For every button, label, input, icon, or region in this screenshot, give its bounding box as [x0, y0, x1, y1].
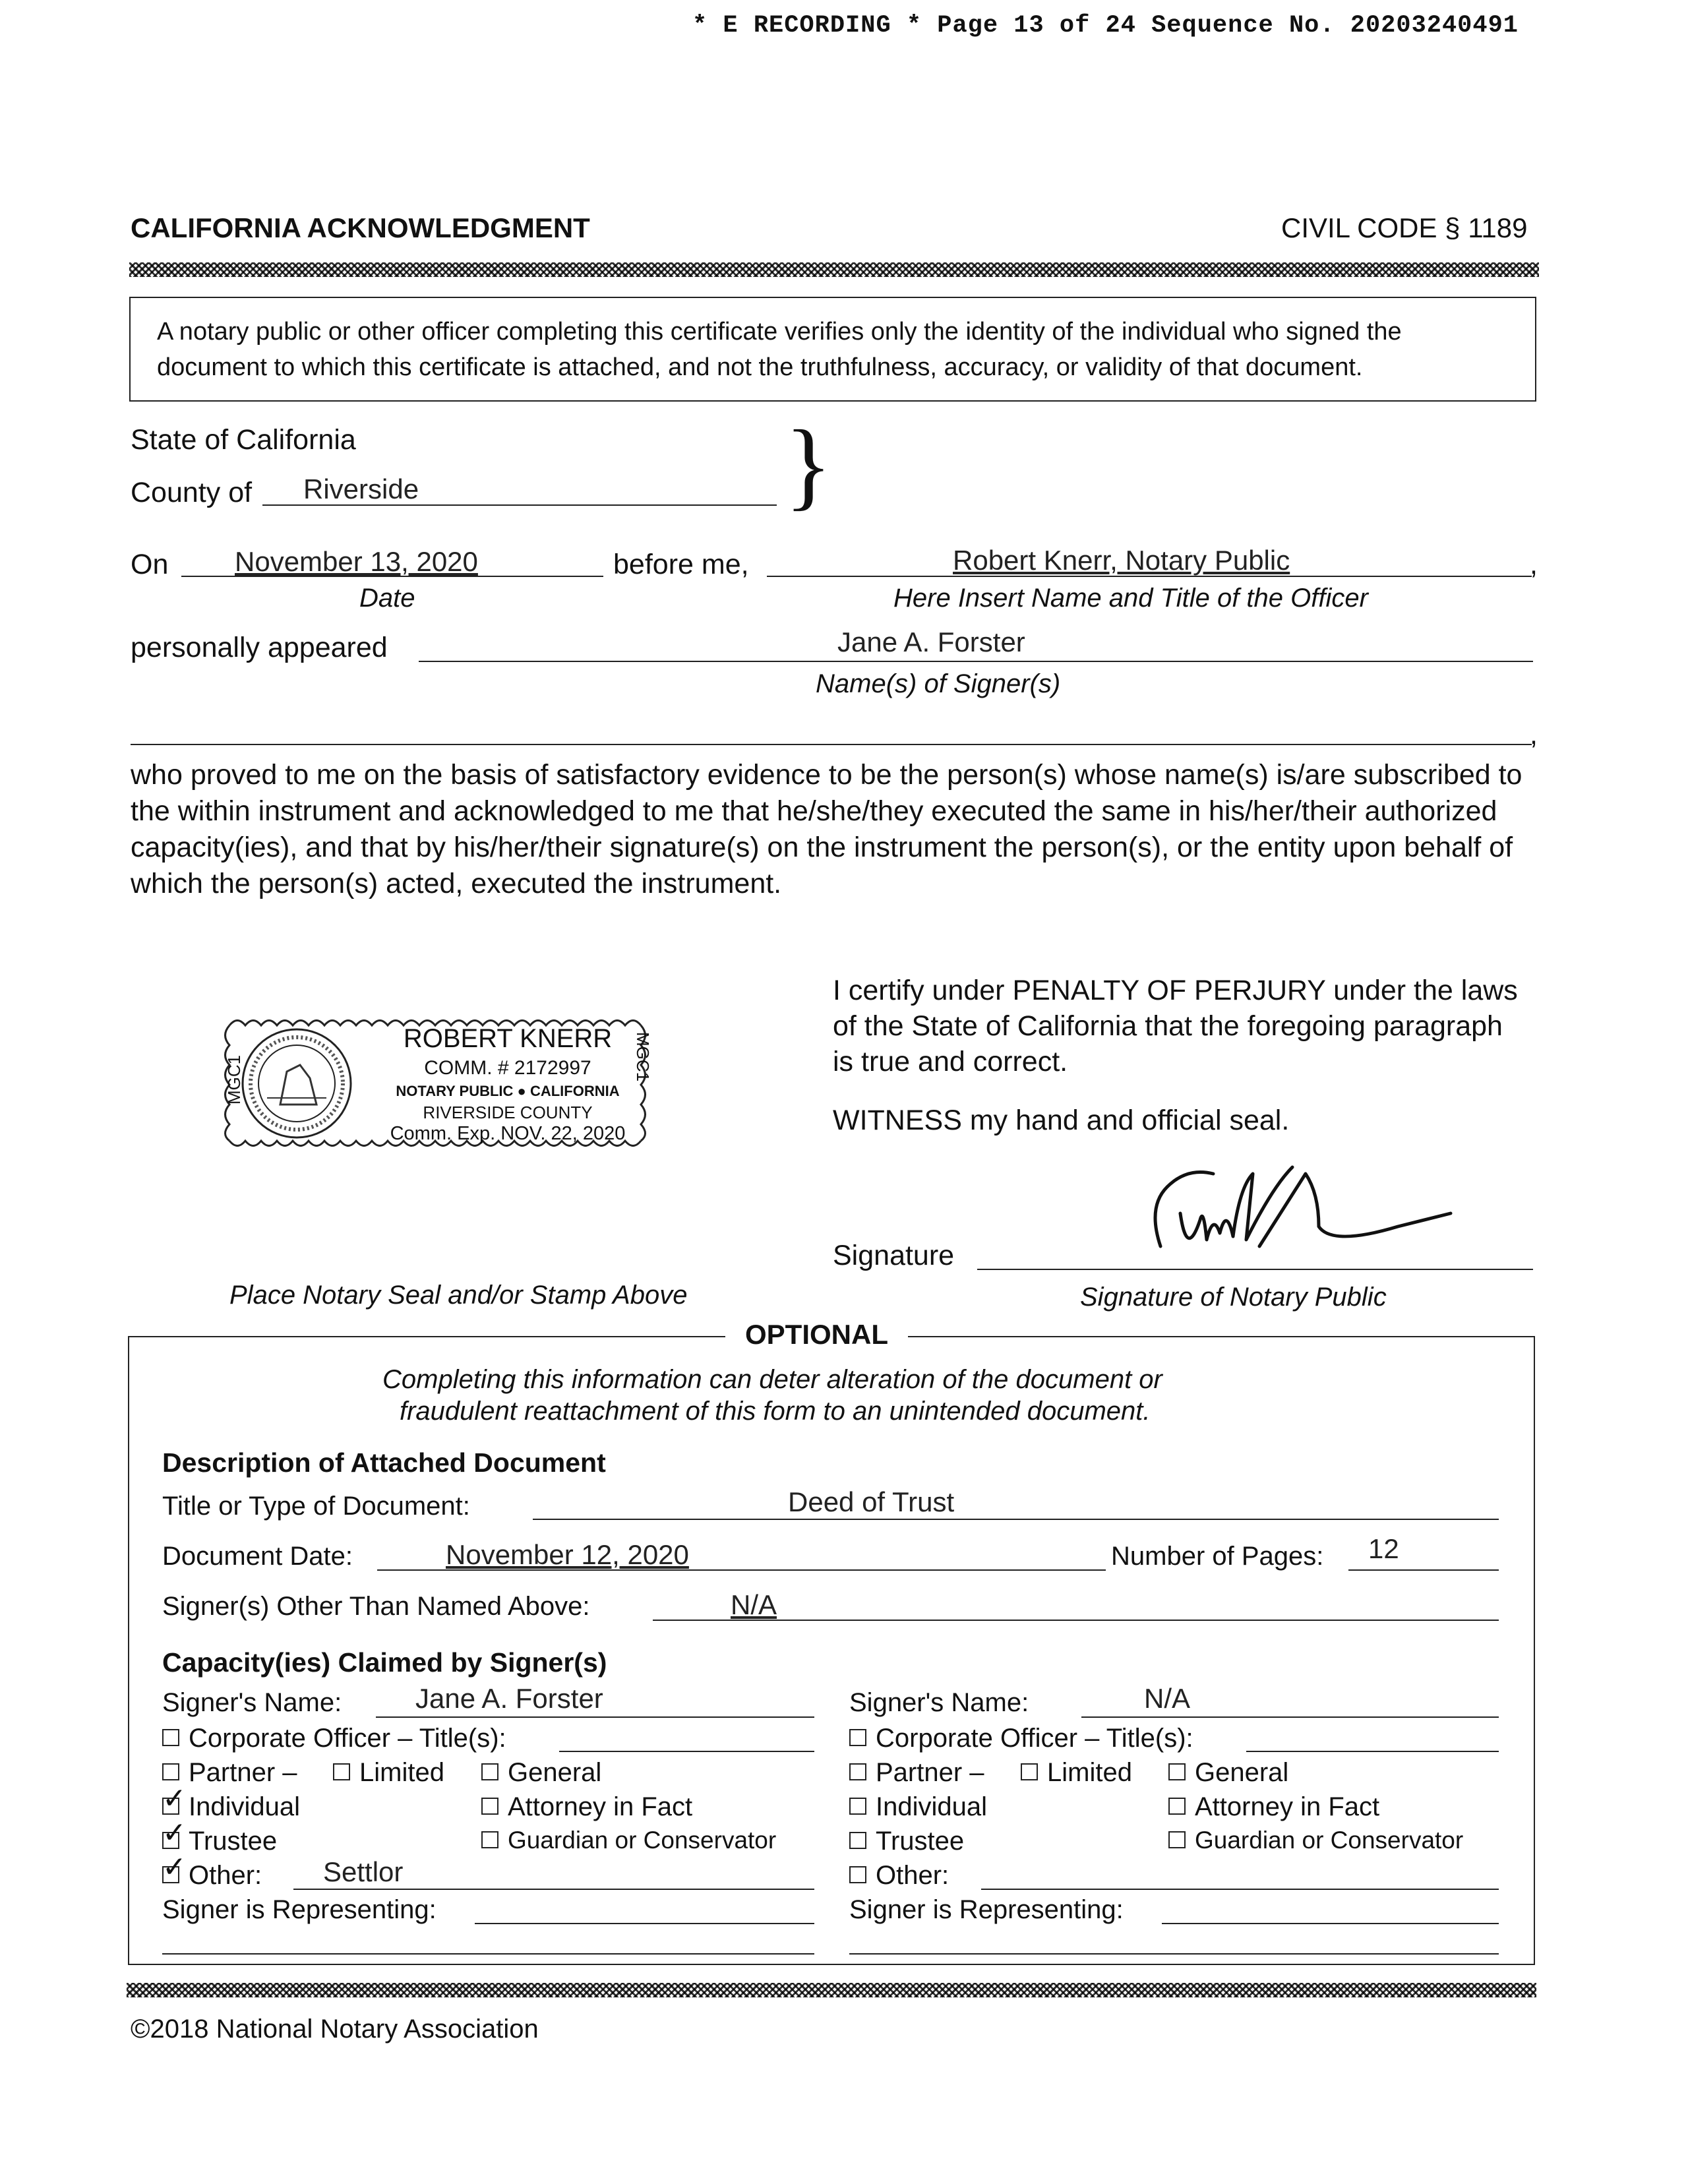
- right-signer-name-label: Signer's Name:: [849, 1688, 1029, 1717]
- left-other-value: Settlor: [323, 1856, 404, 1887]
- other-signers-line: [653, 1620, 1499, 1621]
- left-attorney-checkbox[interactable]: [481, 1798, 498, 1815]
- certify-paragraph: I certify under PENALTY OF PERJURY under the laws of the State of California that the foregoing paragraph is true and correct.: [833, 975, 1518, 1077]
- right-signer-name-value: N/A: [1144, 1683, 1191, 1714]
- on-label: On: [131, 549, 169, 580]
- before-me-label: before me,: [613, 549, 749, 580]
- doc-title-label: Title or Type of Document:: [162, 1492, 470, 1521]
- right-partner[interactable]: Partner –: [849, 1758, 984, 1788]
- left-partner-checkbox[interactable]: [162, 1763, 179, 1780]
- civil-code: CIVIL CODE § 1189: [1281, 212, 1528, 243]
- right-partner-checkbox[interactable]: [849, 1763, 866, 1780]
- left-limited[interactable]: Limited: [333, 1758, 444, 1788]
- left-other[interactable]: ✓Other:: [162, 1861, 262, 1891]
- comma: ,: [1530, 549, 1538, 580]
- copyright: ©2018 National Notary Association: [131, 2015, 539, 2044]
- signer-line-2: [131, 744, 1532, 745]
- right-representing-line: [1162, 1923, 1499, 1924]
- left-guardian-checkbox[interactable]: [481, 1831, 498, 1848]
- left-trustee[interactable]: ✓Trustee: [162, 1827, 277, 1856]
- stamp-side-code-right: MGC1: [633, 1032, 653, 1082]
- left-signer-name-label: Signer's Name:: [162, 1688, 342, 1717]
- pages-value: 12: [1368, 1533, 1399, 1564]
- recording-header: * E RECORDING * Page 13 of 24 Sequence No. 20203240491: [692, 12, 1519, 40]
- left-representing-label: Signer is Representing:: [162, 1895, 437, 1924]
- right-trustee-checkbox[interactable]: [849, 1832, 866, 1849]
- signature-caption: Signature of Notary Public: [1080, 1283, 1387, 1312]
- left-guardian[interactable]: Guardian or Conservator: [481, 1827, 776, 1854]
- doc-title-line: [533, 1519, 1499, 1520]
- right-other-line: [981, 1889, 1499, 1890]
- optional-intro-1: Completing this information can deter alteration of the document or: [382, 1365, 1162, 1394]
- right-representing-label: Signer is Representing:: [849, 1895, 1124, 1924]
- right-limited[interactable]: Limited: [1021, 1758, 1132, 1788]
- right-guardian[interactable]: Guardian or Conservator: [1168, 1827, 1463, 1854]
- left-other-line: [293, 1889, 814, 1890]
- date-value: November 13, 2020: [235, 546, 478, 577]
- right-individual[interactable]: Individual: [849, 1792, 987, 1822]
- left-other-checkbox[interactable]: [162, 1866, 179, 1883]
- witness-text: WITNESS my hand and official seal.: [833, 1105, 1290, 1136]
- officer-value: Robert Knerr, Notary Public: [953, 545, 1290, 576]
- appeared-label: personally appeared: [131, 632, 388, 663]
- other-signers-label: Signer(s) Other Than Named Above:: [162, 1592, 590, 1621]
- right-attorney[interactable]: Attorney in Fact: [1168, 1792, 1379, 1822]
- bottom-border-band: [127, 1983, 1536, 1997]
- right-trustee[interactable]: Trustee: [849, 1827, 964, 1856]
- right-individual-checkbox[interactable]: [849, 1798, 866, 1815]
- top-border-band: [129, 262, 1539, 277]
- right-limited-checkbox[interactable]: [1021, 1763, 1038, 1780]
- right-other-checkbox[interactable]: [849, 1866, 866, 1883]
- date-caption: Date: [359, 584, 415, 613]
- notice-text: A notary public or other officer completing this certificate verifies only the identity of the individual who signed the document to which this certificate is attached, and not the truthfulness, accuracy, or validity of that document.: [157, 318, 1402, 381]
- doc-date-value: November 12, 2020: [446, 1539, 689, 1570]
- right-representing-line-2: [849, 1953, 1499, 1955]
- stamp-expires: Comm. Exp. NOV. 22, 2020: [390, 1123, 626, 1144]
- stamp-county: RIVERSIDE COUNTY: [423, 1103, 593, 1122]
- left-representing-line: [475, 1923, 814, 1924]
- left-corporate-line: [559, 1751, 814, 1752]
- stamp-name: ROBERT KNERR: [403, 1024, 613, 1053]
- left-general[interactable]: General: [481, 1758, 601, 1788]
- signature-label: Signature: [833, 1240, 955, 1271]
- signer-caption: Name(s) of Signer(s): [816, 669, 1061, 698]
- notary-signature: [1121, 1147, 1490, 1273]
- right-general[interactable]: General: [1168, 1758, 1288, 1788]
- optional-heading: OPTIONAL: [725, 1319, 908, 1350]
- signer-line: [419, 661, 1533, 662]
- desc-heading: Description of Attached Document: [162, 1447, 606, 1478]
- officer-caption: Here Insert Name and Title of the Officer: [893, 584, 1368, 613]
- left-corporate-checkbox[interactable]: [162, 1729, 179, 1746]
- stamp-comm: COMM. # 2172997: [424, 1057, 591, 1079]
- doc-date-label: Document Date:: [162, 1542, 353, 1571]
- brace: }: [785, 410, 832, 520]
- county-label: County of: [131, 477, 253, 508]
- stamp-side-code-left: MGC1: [224, 1054, 244, 1105]
- form-title: CALIFORNIA ACKNOWLEDGMENT: [131, 212, 590, 243]
- right-guardian-checkbox[interactable]: [1168, 1831, 1186, 1848]
- other-signers-value: N/A: [731, 1589, 777, 1620]
- right-corporate-officer[interactable]: Corporate Officer – Title(s):: [849, 1724, 1193, 1753]
- capacity-heading: Capacity(ies) Claimed by Signer(s): [162, 1647, 607, 1678]
- left-attorney[interactable]: Attorney in Fact: [481, 1792, 692, 1822]
- stamp-state: NOTARY PUBLIC ● CALIFORNIA: [396, 1083, 620, 1099]
- left-corporate-officer[interactable]: Corporate Officer – Title(s):: [162, 1724, 506, 1753]
- left-partner[interactable]: Partner –: [162, 1758, 297, 1788]
- seal-caption: Place Notary Seal and/or Stamp Above: [229, 1281, 688, 1310]
- notary-stamp: [218, 1006, 659, 1157]
- county-value: Riverside: [303, 473, 419, 504]
- left-individual-checkbox[interactable]: [162, 1798, 179, 1815]
- comma-2: ,: [1530, 719, 1538, 750]
- signer-value: Jane A. Forster: [837, 626, 1025, 657]
- right-general-checkbox[interactable]: [1168, 1763, 1186, 1780]
- right-signer-name-line: [1081, 1716, 1499, 1718]
- right-other[interactable]: Other:: [849, 1861, 949, 1891]
- doc-title-value: Deed of Trust: [788, 1486, 955, 1517]
- proof-paragraph: who proved to me on the basis of satisfactory evidence to be the person(s) whose name(s) is/are subscribed to the within instrument and acknowledged to me that he/she/they executed the same in his/her/their authorized capacity(ies), and that by his/her/their signature(s) on the instrument the person(s), or the entity upon behalf of which the person(s) acted, executed the instrument.: [131, 759, 1522, 899]
- pages-line: [1348, 1569, 1499, 1571]
- left-signer-name-value: Jane A. Forster: [415, 1683, 603, 1714]
- left-general-checkbox[interactable]: [481, 1763, 498, 1780]
- left-representing-line-2: [162, 1953, 814, 1955]
- pages-label: Number of Pages:: [1111, 1542, 1324, 1571]
- left-signer-name-line: [376, 1716, 814, 1718]
- left-limited-checkbox[interactable]: [333, 1763, 350, 1780]
- optional-intro-2: fraudulent reattachment of this form to an unintended document.: [400, 1397, 1151, 1426]
- right-corporate-checkbox[interactable]: [849, 1729, 866, 1746]
- state-label: State of California: [131, 424, 356, 456]
- notice-box: [129, 297, 1536, 402]
- left-individual[interactable]: ✓Individual: [162, 1792, 300, 1822]
- right-attorney-checkbox[interactable]: [1168, 1798, 1186, 1815]
- left-trustee-checkbox[interactable]: [162, 1832, 179, 1849]
- right-corporate-line: [1246, 1751, 1499, 1752]
